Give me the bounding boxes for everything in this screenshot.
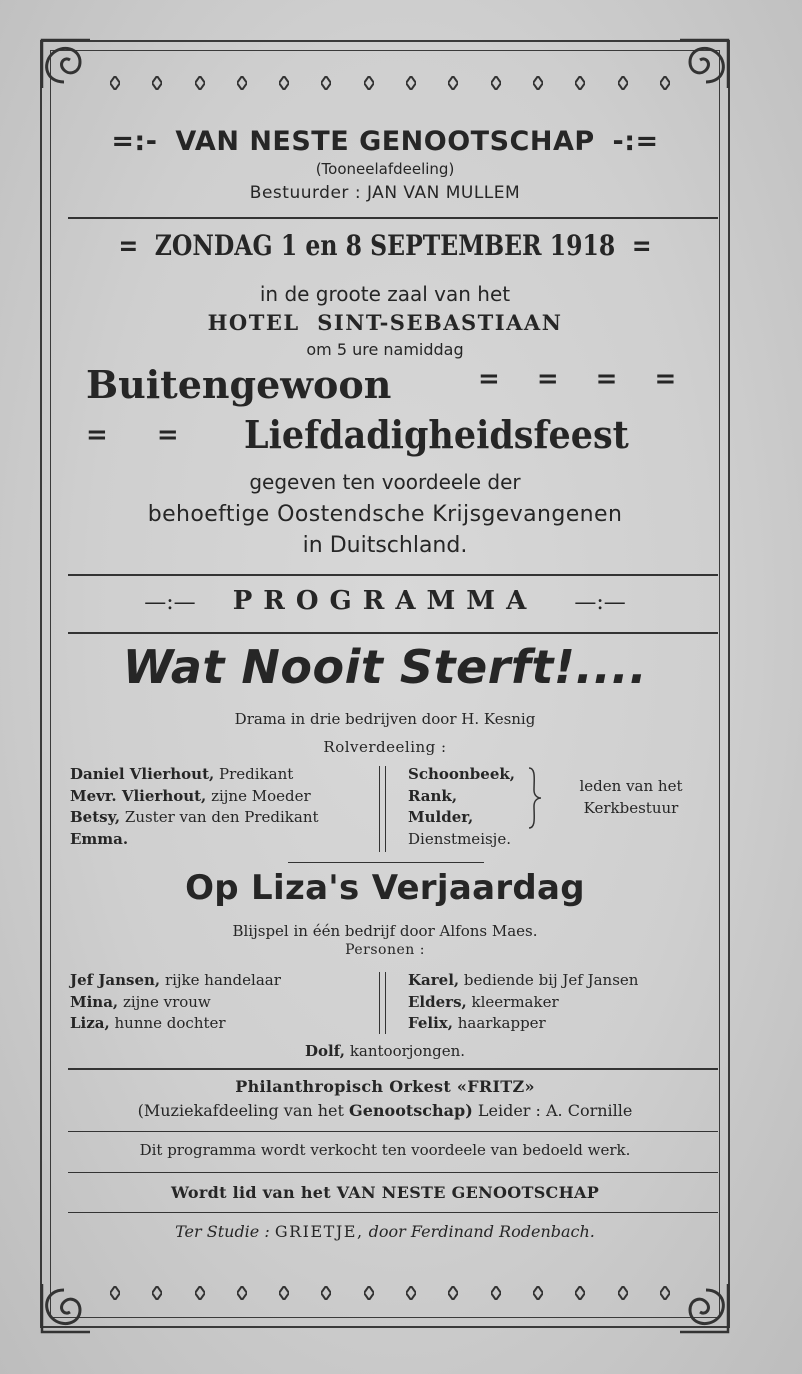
title-buitengewoon: Buitengewoon — [86, 362, 392, 407]
cast-role: zijne vrouw — [122, 992, 211, 1011]
diamond-icon — [110, 1286, 120, 1300]
society-name: VAN NESTE GENOOTSCHAP — [175, 126, 595, 157]
benefit-line-1: gegeven ten voordeele der — [249, 470, 521, 494]
brace-icon — [526, 766, 544, 830]
column-divider — [379, 972, 386, 1034]
group-note-line: leden van het — [579, 777, 683, 795]
diamond-icon — [406, 1286, 416, 1300]
orchestra-leader: Leider : A. Cornille — [477, 1101, 633, 1120]
diamond-icon — [237, 76, 247, 90]
divider — [68, 1212, 718, 1213]
diamond-icon — [618, 1286, 628, 1300]
diamond-icon — [448, 76, 458, 90]
diamond-icon — [491, 76, 501, 90]
cast-role: kleermaker — [471, 992, 559, 1011]
play2-cast-heading: Personen : — [345, 942, 425, 958]
cast-row — [408, 807, 515, 829]
play1-cast-middle — [408, 764, 515, 850]
diamond-icon — [618, 76, 628, 90]
title2-ornament: = = — [86, 420, 199, 450]
diamond-icon — [237, 1286, 247, 1300]
cast-row — [70, 992, 281, 1014]
cast-name: Mulder, — [408, 808, 474, 826]
society-heading — [55, 126, 715, 157]
membership-call: Wordt lid van het VAN NESTE GENOOTSCHAP — [170, 1183, 600, 1202]
diamond-icon — [195, 76, 205, 90]
event-time: om 5 ure namiddag — [306, 340, 464, 359]
column-divider — [379, 766, 386, 852]
corner-ornament-top-right — [678, 34, 734, 90]
diamond-icon — [575, 1286, 585, 1300]
orchestra-line-text: (Muziekafdeeling van het — [137, 1101, 344, 1120]
play2-cast-last — [55, 1041, 715, 1063]
diamond-icon — [110, 76, 120, 90]
event-date: ZONDAG 1 en 8 SEPTEMBER 1918 — [154, 229, 616, 262]
diamond-icon — [575, 76, 585, 90]
ornament-left: = — [118, 229, 139, 262]
cast-row — [70, 970, 281, 992]
cast-name: Jef Jansen, — [70, 971, 161, 989]
director-name: JAN VAN MULLEM — [366, 183, 521, 203]
cast-row — [408, 786, 515, 808]
divider — [68, 1172, 718, 1173]
ornament-right: —:— — [574, 590, 626, 615]
cast-name: Elders, — [408, 992, 467, 1011]
diamond-icon — [448, 1286, 458, 1300]
diamond-icon — [152, 1286, 162, 1300]
divider — [68, 1068, 718, 1070]
cast-name: Felix, — [408, 1014, 453, 1032]
cast-role: kantoorjongen. — [349, 1042, 466, 1060]
cast-role: Dienstmeisje. — [408, 829, 511, 848]
diamond-icon — [533, 76, 543, 90]
play1-group-note — [560, 776, 702, 819]
diamond-icon — [321, 1286, 331, 1300]
divider — [68, 574, 718, 576]
ornament-left: —:— — [144, 590, 196, 615]
diamond-icon — [195, 1286, 205, 1300]
ornament-right: -:= — [612, 126, 659, 157]
cast-role: haarkapper — [457, 1014, 546, 1032]
divider — [68, 217, 718, 219]
cast-row — [408, 829, 515, 851]
play2-subtitle: Blijspel in één bedrijf door Alfons Maes. — [232, 922, 538, 940]
cast-role: zijne Moeder — [211, 786, 311, 805]
short-divider — [288, 862, 484, 863]
diamond-icon — [364, 76, 374, 90]
cast-name: Emma. — [70, 829, 129, 848]
sale-notice: Dit programma wordt verkocht ten voordeele van bedoeld werk. — [139, 1141, 631, 1159]
divider — [68, 632, 718, 634]
orchestra-line-bold: Genootschap) — [349, 1101, 473, 1120]
diamond-icon — [491, 1286, 501, 1300]
orchestra-name: Philanthropisch Orkest «FRITZ» — [235, 1077, 535, 1096]
play1-cast-left — [70, 764, 319, 850]
cast-role: Predikant — [219, 765, 294, 783]
benefit-line-3: in Duitschland. — [302, 533, 468, 558]
cast-row — [408, 1013, 638, 1035]
diamond-ornament-row-top — [110, 76, 670, 90]
event-date-line — [108, 229, 662, 262]
study-line — [55, 1222, 715, 1241]
diamond-icon — [152, 76, 162, 90]
cast-row — [70, 1013, 281, 1035]
diamond-icon — [321, 76, 331, 90]
venue-intro: in de groote zaal van het — [259, 282, 511, 306]
diamond-icon — [660, 1286, 670, 1300]
cast-name: Daniel Vlierhout, — [70, 765, 215, 783]
cast-row — [70, 807, 319, 829]
cast-row — [70, 829, 319, 851]
play1-subtitle: Drama in drie bedrijven door H. Kesnig — [234, 710, 536, 728]
diamond-icon — [279, 1286, 289, 1300]
title-liefdadigheidsfeest: Liefdadigheidsfeest — [244, 412, 629, 457]
divider — [68, 1131, 718, 1132]
venue-name: HOTEL SINT-SEBASTIAAN — [207, 310, 563, 335]
diamond-icon — [660, 76, 670, 90]
programma-heading — [55, 586, 715, 616]
director-label: Bestuurder : — [249, 183, 362, 203]
programma-label: PROGRAMMA — [232, 586, 538, 616]
cast-name: Schoonbeek, — [408, 765, 515, 783]
play1-cast-heading: Rolverdeeling : — [323, 738, 447, 756]
study-author: door Ferdinand Rodenbach. — [368, 1222, 595, 1241]
play1-title: Wat Nooit Sterft!.... — [122, 640, 648, 694]
cast-name: Mevr. Vlierhout, — [70, 786, 207, 805]
cast-row — [70, 786, 319, 808]
department: (Tooneelafdeeling) — [315, 160, 455, 178]
diamond-icon — [533, 1286, 543, 1300]
cast-name: Dolf, — [304, 1042, 346, 1060]
cast-role: bediende bij Jef Jansen — [463, 971, 639, 989]
diamond-icon — [279, 76, 289, 90]
corner-ornament-bottom-left — [36, 1282, 92, 1338]
ornament-right: = — [631, 229, 652, 262]
cast-row — [408, 970, 638, 992]
cast-role: hunne dochter — [114, 1014, 226, 1032]
cast-row — [408, 764, 515, 786]
title1-ornament: = = = = — [478, 364, 691, 394]
cast-name: Karel, — [408, 971, 460, 989]
ornament-left: =:- — [111, 126, 158, 157]
study-label: Ter Studie : — [175, 1222, 270, 1241]
cast-name: Liza, — [70, 1014, 110, 1032]
cast-role: Zuster van den Predikant — [124, 808, 319, 826]
diamond-ornament-row-bottom — [110, 1286, 670, 1300]
orchestra-line — [55, 1101, 715, 1120]
corner-ornament-bottom-right — [678, 1282, 734, 1338]
diamond-icon — [406, 76, 416, 90]
cast-role: rijke handelaar — [164, 971, 281, 989]
cast-name: Mina, — [70, 992, 119, 1011]
cast-name: Betsy, — [70, 808, 121, 826]
director-line — [55, 183, 715, 203]
play2-cast-right — [408, 970, 638, 1035]
cast-row — [408, 992, 638, 1014]
play2-cast-left — [70, 970, 281, 1035]
benefit-line-2: behoeftige Oostendsche Krijsgevangenen — [147, 502, 623, 527]
corner-ornament-top-left — [36, 34, 92, 90]
cast-name: Rank, — [408, 786, 458, 805]
cast-row — [70, 764, 319, 786]
group-note-line: Kerkbestuur — [583, 798, 679, 817]
diamond-icon — [364, 1286, 374, 1300]
study-title: GRIETJE, — [274, 1222, 364, 1241]
play2-title: Op Liza's Verjaardag — [185, 868, 585, 908]
